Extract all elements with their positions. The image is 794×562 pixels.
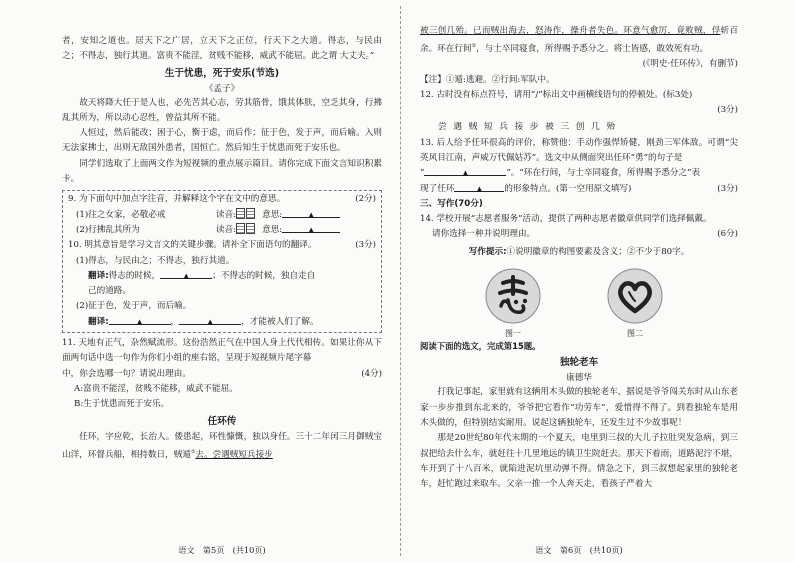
q14-line: 14. 学校开展“志愿者服务”活动，提供了两种志愿者徽章供同学们选择佩戴。 — [420, 214, 712, 225]
article-author: 康德华 — [566, 373, 592, 384]
pronunciation-label: 读音: — [216, 209, 237, 220]
q10-sentence-2: (2)征于色，发于声，而后喻。 — [76, 301, 192, 312]
page-6 — [420, 0, 738, 562]
article-line: 打我记事起，家里就有这辆用木头做的独轮老车，据说是爷爷闯关东时从 — [437, 387, 713, 398]
page-6-content — [420, 24, 738, 538]
story-notes: 【注】①遁:逃避。②行间:军队中。 — [420, 74, 555, 85]
q10-sentence-1: (1)得志，与民由之；不得志，独行其道。 — [76, 255, 235, 266]
q11-line: 你从下面两句话中选一句作为你们小组的座右铭，呈现于短视频片尾字幕 — [62, 338, 382, 364]
translation-text: ，才能被人们了解。 — [241, 316, 319, 327]
answer-marker: ▲ — [308, 210, 314, 219]
volunteer-badge-icon — [483, 266, 543, 326]
underlined-sentence: 去。尝遇贼短兵接步 — [195, 449, 273, 460]
poem-paragraph-2 — [62, 126, 382, 157]
question-9-text: 9. 为下面句中加点字注音，并解释这个字在文中的意思。 — [68, 194, 286, 205]
footnote-marker: ① — [190, 448, 196, 455]
pinyin-grid-icon[interactable] — [236, 208, 245, 219]
poem-author: 《孟子》 — [204, 83, 240, 94]
meaning-label: 意思: — [262, 224, 283, 235]
footnote-marker: ② — [471, 43, 477, 50]
page-5 — [62, 0, 382, 562]
q13-blank-2[interactable] — [454, 182, 504, 192]
question-10 — [68, 238, 376, 253]
question-13-points: (3分) — [717, 183, 738, 194]
q13-quote: “ — [420, 168, 425, 179]
story-line: 十二年闰三月御贼宝山洋，环督兵船，相持数日，贼遁 — [62, 431, 382, 460]
q13-line: “尖英风目江南，声威万代佩姑苏”。选文中从侧面突出任环“勇”的句子是 — [420, 137, 738, 163]
badge-caption-1: 图一 — [505, 329, 521, 339]
q10-translation-2: 翻译: ▲ ， ▲ ，才能被人们了解。 — [88, 316, 319, 327]
article-line: 那是20世纪80年代末期的一个夏天，电里到三叔的大儿子拉肚突发急 — [437, 433, 704, 444]
poem-line: 故天将降大任于是人也，必先苦其心志，劳其筋骨，饿其体肤，空乏其身， — [79, 97, 365, 108]
q13-blank-1[interactable] — [424, 166, 506, 176]
q10-translation-1-cont: 己的道路。 — [88, 286, 131, 297]
story-line: ，与士卒同寝食，所得赐予悉分之。将士皆感，敢效死 — [476, 44, 683, 55]
section-3-heading: 三、写作(70分) — [420, 198, 483, 209]
badge-option-2[interactable] — [595, 266, 675, 339]
translation-label: 翻译: — [88, 270, 109, 281]
translation-text: ；不得志的时候，独自走自 — [212, 270, 316, 281]
question-9-item-1 — [68, 208, 376, 223]
article-line: 山东老家一步步推到东北来的，爷爷把它看作“功劳车”，爱惜得不得了。到看独轮 — [420, 387, 738, 413]
q10-translation-1 — [68, 269, 376, 284]
translation-text: 得志的时候， — [108, 270, 161, 281]
answer-marker: ▲ — [308, 225, 314, 234]
question-13 — [420, 136, 738, 167]
story-text — [62, 430, 382, 463]
poem-line: 则无法家拂士，出则无敌国外患者，国恒亡。然后知生于忧患而死于安乐也。 — [62, 128, 382, 154]
question-9-item-2 — [68, 223, 376, 238]
writing-hint-label: 写作提示: — [468, 246, 507, 257]
badge-options — [420, 266, 738, 339]
q11-option-b[interactable]: B:生于忧患而死于安乐。 — [74, 399, 170, 410]
q11-line: 中，你会选哪一句？请说出理由。 — [62, 368, 191, 379]
q13-fill-line-2 — [420, 182, 738, 197]
q13-line: 13. 后人给予任环很高的评价，称赞他：手动作强悍矫健，刚劲三军体敌。可谓 — [420, 137, 725, 148]
q11-option-a[interactable]: A:富贵不能淫，贫贱不能移，威武不能屈。 — [74, 383, 238, 394]
question-10-text: 10. 明其意旨是学习文言文的关键步骤。请补全下面语句的翻译。 — [68, 240, 317, 251]
intro-text — [62, 34, 382, 65]
answer-marker: ▲ — [207, 317, 213, 326]
story-source: (《明史·任环传》，有删节) — [642, 59, 738, 70]
q14-line: 请你选择一种并说明理由。 — [432, 229, 536, 240]
story-line: 斩百余。环在行间 — [420, 26, 738, 55]
story-title: 任环传 — [207, 415, 237, 427]
q11-line: 11. 天地有正气，杂然赋流形。这份浩然正气在中国人身上代代相传。如果让 — [62, 338, 357, 349]
answer-marker: ▲ — [476, 184, 483, 193]
question-14-cont — [420, 227, 738, 242]
translation-blank[interactable] — [160, 269, 212, 279]
knowledge-card — [62, 190, 382, 333]
q13-text: 现了任环 — [420, 183, 455, 194]
underlined-sentence: 被三创几殆。已而贼出海去，怒涛作，操舟者失色。环意气愈厉，竟败贼，俘 — [420, 26, 721, 36]
pinyin-grid-icon[interactable] — [246, 208, 255, 219]
question-14-points: (6分) — [717, 229, 738, 240]
question-11-last — [62, 367, 382, 382]
task-intro — [62, 157, 382, 188]
badge-caption-2: 图二 — [627, 329, 643, 339]
question-9 — [68, 192, 376, 207]
task-line: 知识积累卡。 — [62, 158, 382, 185]
reading-intro: 阅读下面的选文，完成第15题。 — [420, 341, 541, 352]
translation-blank[interactable] — [109, 315, 171, 325]
intro-line: 之；不得志，独行其道。富贵不能淫，贫贱不能移，威武不能屈。此之谓 — [62, 51, 338, 62]
story-line: 有功。 — [682, 44, 709, 55]
meaning-answer-blank[interactable] — [282, 223, 340, 233]
answer-marker: ▲ — [183, 271, 189, 280]
badge-option-1[interactable] — [473, 266, 553, 339]
task-line: 同学们选取了上面两文作为短视频的重点展示篇目。请你完成下面文言 — [79, 158, 348, 169]
article-paragraph-1 — [420, 385, 738, 431]
q13-fill-line — [420, 166, 738, 181]
q13-text: 的形象特点。(第一空用原文填写) — [504, 183, 632, 194]
article-title: 独轮老车 — [559, 357, 599, 369]
article-paragraph-2 — [420, 431, 738, 492]
intro-line: 大丈夫。” — [339, 51, 375, 62]
translation-label: 翻译: — [88, 316, 109, 327]
page-5-footer: 语文 第5页 (共10页) — [178, 545, 266, 555]
q12-sentence[interactable]: 尝遇贼短兵接步被三创几殆 — [438, 121, 622, 132]
poem-line: 行拂乱其所为，所以动心忍性，曾益其所不能。 — [62, 97, 382, 123]
story-text-cont — [420, 24, 738, 57]
poem-title: 生于忧患，死于安乐(节选) — [164, 67, 280, 79]
q9-item-text: (1)往之女家，必敬必戒 — [76, 209, 166, 220]
question-10-points: (3分) — [355, 240, 376, 251]
article-line: 起家里的独轮老车，赶忙跑过来取车。父亲一推一个人奔天走，看孩子严着大 — [420, 463, 738, 490]
q9-item-text: (2)行拂乱其所为 — [76, 224, 140, 235]
page-5-content — [62, 34, 382, 538]
pronunciation-label: 读音: — [216, 224, 237, 235]
question-9-points: (2分) — [355, 194, 376, 205]
answer-marker: ▲ — [136, 317, 143, 326]
article-line: 车是用木头做的，但特别结实耐用。说起这辆独轮车，还发生过不少故事呢！ — [420, 402, 738, 428]
intro-line: 者，安知之道也。居天下之广居，立天下之正位，行天下之大道。得志，与民由 — [62, 36, 382, 46]
meaning-label: 意思: — [262, 209, 283, 220]
question-12: 12. 古时没有标点符号，请用“/”标出文中画横线语句的停顿处。(标3处) — [420, 90, 693, 101]
answer-marker: ▲ — [462, 169, 469, 178]
meaning-answer-blank[interactable] — [282, 208, 340, 218]
article-line: 泞不堪，车开到了十八百米，就陷进泥坑里动弹不得。情急之下，到三叔想 — [420, 448, 738, 474]
translation-blank[interactable] — [179, 315, 241, 325]
question-11 — [62, 336, 382, 367]
writing-hint — [420, 245, 738, 260]
poem-line: 人恒过，然后能改；困于心，衡于虑，而后作；征于色，发于声，而后喻。入 — [79, 128, 374, 139]
question-11-points: (4分) — [361, 368, 382, 379]
q13-text: ”。“环在行间，与士卒同寝食，所得赐予悉分之”表 — [506, 168, 701, 179]
story-line: 任环，字应乾，长治人。倭患起，环性慷慨，独以身任。三 — [79, 431, 305, 442]
pinyin-grid-icon[interactable] — [236, 223, 245, 234]
poem-paragraph-1 — [62, 96, 382, 127]
article-line: 病，到三叔把给去什么车，就赶往十几里地远的镇卫生院赶去。那天下着雨，道路泥 — [420, 433, 738, 459]
question-12-points: (3分) — [717, 105, 738, 116]
page-6-footer: 语文 第6页 (共10页) — [535, 545, 623, 555]
question-14 — [420, 212, 738, 227]
pinyin-grid-icon[interactable] — [246, 223, 255, 234]
writing-hint-text: ①说明徽章的构图要素及含义；②不少于80字。 — [506, 246, 690, 257]
page-divider — [400, 6, 401, 556]
heart-badge-icon — [605, 266, 665, 326]
